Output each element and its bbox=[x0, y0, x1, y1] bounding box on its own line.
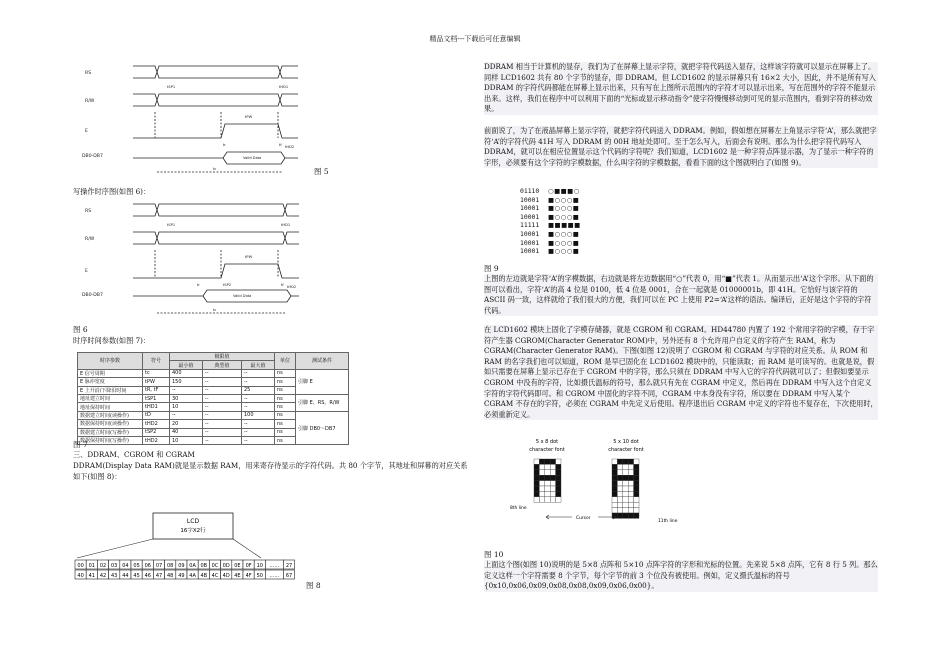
paragraph-dot-matrix: 上面这个图(如图 10)说明的是 5×8 点阵和 5×10 点阵字符的字形和光标的位置。先来说 5×8 点阵，它有 8 行 5 列。那么定义这样一个字符需要 8 个字节，每个字节的前 3 个位没有被使用。例如，定义摄氏温标的符号{0x10,0x06,0x09,0x08,0x08,0x09,0x06,0x00}。 bbox=[484, 560, 878, 591]
svg-text:tPW: tPW bbox=[245, 255, 253, 259]
svg-text:5 x 8 dot: 5 x 8 dot bbox=[535, 439, 559, 445]
svg-text:Valid Data: Valid Data bbox=[233, 294, 252, 298]
paragraph-font-explain: 上图的左边就是字符‘A’的字模数据，右边就是将左边数据用“○”代表 0，用“■”代表 1。从而显示出‘A’这个字形。从下面的图可以看出，字符‘A’的高 4 位是 0100，低 4 位是 0001，合在一起就是 01000001b，即 41H。它恰好与该字符的 ASCII 码一致，这样就给了我们很大的方便，我们可以在 PC 上使用 P2=‘A’这样的语法。编译后，正好是这个字符的字符代码。 bbox=[484, 274, 878, 316]
ddram-address: 4B bbox=[200, 572, 208, 579]
dot-cell bbox=[634, 486, 639, 491]
dot-cell bbox=[556, 486, 561, 491]
signal-rw-label: R/W bbox=[85, 99, 95, 104]
dot-cell bbox=[623, 475, 628, 480]
dot-cell bbox=[539, 459, 544, 464]
dot-cell bbox=[545, 459, 550, 464]
font-row-dots: ■■■■■ bbox=[548, 221, 581, 230]
table-row: E 上升沿/下降沿时间 tR, tF -- -- 25 ns bbox=[78, 386, 349, 394]
dot-cell bbox=[628, 497, 633, 502]
ddram-address: 46 bbox=[144, 572, 151, 579]
svg-text:RS: RS bbox=[85, 209, 92, 214]
dot-cell bbox=[534, 464, 539, 469]
dot-cell bbox=[623, 481, 628, 486]
ddram-address: 08 bbox=[167, 562, 174, 569]
ddram-address: 05 bbox=[133, 562, 140, 569]
dot-cell bbox=[623, 486, 628, 491]
font-row-bits: 10001 bbox=[520, 204, 540, 213]
paragraph-ddram-usage: 前面说了，为了在液晶屏幕上显示字符，就把字符代码送入 DDRAM。例如，假如想在屏幕左上角显示字符‘A’，那么就把字符‘A’的字符代码 41H 写入 DDRAM 的 00H 地址处即可。至于怎么写入，后面会有说明。那么为什么把字符代码写入 DDRAM，就可以在相应位置显示这个代码的字符呢？我们知道，LCD1602 是一种字符点阵显示器，为了显示一种字符的字形，必须要有这个字符的字模数据，什么叫字符的字模数据，看看下面的这个图就明白了(如图 9)。 bbox=[484, 126, 877, 167]
svg-text:R/W: R/W bbox=[85, 237, 95, 242]
dot-cell bbox=[628, 475, 633, 480]
table-row: 数据保持时间(写操作) tHD2 10 -- -- ns bbox=[78, 436, 349, 444]
fig7-caption: 图 7 bbox=[73, 440, 88, 449]
ddram-address: 0E bbox=[234, 562, 241, 569]
dot-cell bbox=[556, 497, 561, 502]
dot-cell bbox=[628, 491, 633, 496]
svg-text:tHD2: tHD2 bbox=[285, 145, 295, 149]
ddram-address: 48 bbox=[167, 572, 174, 579]
dot-cell bbox=[539, 475, 544, 480]
dot-cell bbox=[623, 502, 628, 507]
fig5-caption: 图 5 bbox=[314, 167, 329, 176]
font-row-dots: ■○○○■ bbox=[548, 212, 580, 221]
dot-cell bbox=[539, 491, 544, 496]
ddram-address: 4C bbox=[211, 572, 219, 579]
dot-cell bbox=[612, 497, 617, 502]
ddram-address: 40 bbox=[77, 572, 84, 579]
ddram-address: 04 bbox=[122, 562, 129, 569]
dot-cell bbox=[550, 475, 555, 480]
ddram-address: 0B bbox=[200, 562, 208, 569]
dot-cell bbox=[628, 513, 633, 518]
svg-text:tc: tc bbox=[213, 167, 217, 171]
ddram-address: 0A bbox=[189, 562, 196, 569]
dot-cell bbox=[634, 497, 639, 502]
dot-cell bbox=[617, 513, 622, 518]
fig7-title: 时序时间参数(如图 7)： bbox=[73, 336, 151, 345]
ddram-address: 44 bbox=[122, 572, 129, 579]
dot-cell bbox=[634, 481, 639, 486]
ddram-address: 02 bbox=[99, 562, 107, 569]
dot-cell bbox=[617, 470, 622, 475]
dot-cell bbox=[612, 475, 617, 480]
dot-cell bbox=[556, 491, 561, 496]
dot-cell bbox=[545, 481, 550, 486]
fig6-title: 写操作时序图(如图 6)： bbox=[73, 187, 151, 196]
font-row-dots: ○■■■○ bbox=[548, 187, 580, 195]
dot-cell bbox=[556, 464, 561, 469]
font-row bbox=[520, 239, 581, 248]
ddram-address: 42 bbox=[99, 572, 107, 579]
font-row-bits: 10001 bbox=[520, 238, 540, 247]
dot-cell bbox=[556, 470, 561, 475]
ddram-address: 09 bbox=[178, 562, 185, 569]
font-row bbox=[520, 221, 581, 230]
svg-text:tSP1: tSP1 bbox=[167, 223, 176, 227]
ddram-address: 10 bbox=[256, 562, 263, 569]
dot-cell bbox=[617, 502, 622, 507]
ddram-address-map bbox=[73, 510, 300, 594]
dot-cell bbox=[550, 470, 555, 475]
ddram-address: 0F bbox=[245, 562, 252, 569]
svg-text:tf: tf bbox=[281, 283, 284, 287]
dot-cell bbox=[623, 464, 628, 469]
font-row-dots: ■○○○■ bbox=[548, 247, 580, 256]
dot-cell bbox=[550, 497, 555, 502]
svg-text:tPW: tPW bbox=[245, 115, 253, 119]
ddram-address: 03 bbox=[111, 562, 118, 569]
dot-cell bbox=[634, 513, 639, 518]
table-row: E 信号周期 tc 400 -- -- ns 引脚 E bbox=[78, 369, 349, 377]
fig6-caption: 图 6 bbox=[73, 325, 88, 334]
dot-cell bbox=[550, 481, 555, 486]
dot-cell bbox=[623, 513, 628, 518]
svg-text:character font: character font bbox=[529, 447, 565, 453]
font-row-dots: ■○○○■ bbox=[548, 238, 580, 247]
dot-cell bbox=[534, 470, 539, 475]
dot-cell bbox=[617, 464, 622, 469]
dot-cell bbox=[534, 497, 539, 502]
dot-cell bbox=[534, 486, 539, 491]
dot-cell bbox=[534, 475, 539, 480]
dot-cell bbox=[550, 491, 555, 496]
paragraph-ddram-intro: DDRAM 相当于计算机的显存，我们为了在屏幕上显示字符，就把字符代码送入显存，这样该字符就可以显示在屏幕上了。同样 LCD1602 共有 80 个字节的显存，即 DDRAM。但 LCD1602 的显示屏幕只有 16×2 大小，因此，并不是所有写入 DDRAM 的字符代码都能在屏幕上显示出来，只有写在上图所示范围内的字符才可以显示出来，写在范围外的字符不能显示出来。这样，我们在程序中可以利用下面的“光标或显示移动指令”使字符慢慢移动到可见的显示范围内，看到字符的移动效果。 bbox=[484, 62, 878, 115]
table-row: 地址保持时间 tHD1 10 -- -- ns bbox=[78, 403, 349, 411]
dot-cell bbox=[634, 464, 639, 469]
timing-diagram-read bbox=[73, 62, 309, 176]
dot-cell bbox=[534, 491, 539, 496]
dot-cell bbox=[612, 459, 617, 464]
signal-rs-label: RS bbox=[85, 71, 92, 76]
svg-text:tSP2: tSP2 bbox=[223, 283, 232, 287]
ddram-address: 50 bbox=[256, 572, 263, 579]
signal-e-label: E bbox=[85, 129, 88, 134]
fig8-caption: 图 8 bbox=[306, 581, 321, 590]
dot-cell bbox=[539, 497, 544, 502]
dot-cell bbox=[634, 502, 639, 507]
dot-cell bbox=[617, 459, 622, 464]
ddram-address: …… bbox=[269, 562, 280, 569]
dot-cell bbox=[628, 508, 633, 513]
font-row bbox=[520, 204, 581, 213]
ddram-address: 07 bbox=[155, 562, 163, 569]
table-row: 数据建立时间(读操作) tD -- -- 100 ns 引脚 DB0～DB7 bbox=[78, 411, 349, 419]
ddram-address: 67 bbox=[285, 572, 293, 579]
dot-cell bbox=[612, 491, 617, 496]
dot-cell bbox=[545, 497, 550, 502]
timing-parameter-table: 时序参数 符号 极限值 单位 测试条件 最小值 典型值 最大值 E 信号周期 tc 400 -- -- ns 引脚 E E 脉冲宽度 tPW 150 -- -- ns E 上升沿/下降沿时间 tR, tF -- -- 25 ns 地址建立时间 tSP1 30 -- -- ns 引脚 E、RS、R/W 地址保持时间 tHD1 10 -- -- ns 数据建立时间(读操作) tD -- -- 100 ns 引脚 DB0～DB7 数据保持时间(读操作) tHD2 20 -- -- ns 数据建立时间(写操作) tSP2 40 -- -- ns 数据保持时间(写操作) tHD2 10 -- -- ns bbox=[73, 350, 369, 434]
font-row-bits: 10001 bbox=[520, 229, 540, 238]
svg-text:character font: character font bbox=[608, 447, 644, 453]
font-row bbox=[520, 213, 581, 222]
fig9-caption: 图 9 bbox=[484, 264, 499, 273]
dot-cell bbox=[617, 486, 622, 491]
svg-text:tHD1: tHD1 bbox=[279, 85, 289, 89]
dot-cell bbox=[556, 481, 561, 486]
dot-cell bbox=[634, 508, 639, 513]
dot-cell bbox=[634, 459, 639, 464]
dot-cell bbox=[550, 486, 555, 491]
ddram-address: …… bbox=[269, 572, 280, 579]
dot-cell bbox=[628, 481, 633, 486]
svg-text:5 x 10 dot: 5 x 10 dot bbox=[613, 439, 639, 445]
font-row-bits: 10001 bbox=[520, 247, 540, 256]
dot-cell bbox=[634, 475, 639, 480]
dot-cell bbox=[623, 508, 628, 513]
svg-text:tf: tf bbox=[279, 143, 282, 147]
ddram-address: 06 bbox=[144, 562, 151, 569]
dot-cell bbox=[534, 459, 539, 464]
fig10-caption: 图 10 bbox=[484, 550, 504, 559]
paragraph-cgrom-cgram: 在 LCD1602 模块上固化了字模存储器，就是 CGROM 和 CGRAM。HD44780 内置了 192 个常用字符的字模，存于字符产生器 CGROM(Character Generator ROM)中，另外还有 8 个允许用户自定义的字符产生 RAM，称为 CGRAM(Character Generator RAM)。下图(如图 12)说明了 CGROM 和 CGRAM 与字符的对应关系。从 ROM 和 RAM 的名字我们也可以知道，ROM 是早已固化在 LCD1602 模块中的，只能读取；而 RAM 是可读写的。也就是说，假如只需要在屏幕上显示已存在于 CGROM 中的字符，那么只须在 DDRAM 中写入它的字符代码就可以了；但假如要显示 CGROM 中没有的字符，比如摄氏温标的符号，那么就只有先在 CGRAM 中定义，然后再在 DDRAM 中写入这个自定义字符的字符代码即可。和 CGROM 中固化的字符不同，CGRAM 中本身没有字符，所以要在 DDRAM 中写入某个 CGRAM 不存在的字符，必须在 CGRAM 中先定义后使用。程序退出后 CGRAM 中定义的字符也不复存在，下次使用时，必须重新定义。 bbox=[484, 325, 878, 419]
dot-cell bbox=[612, 502, 617, 507]
dot-cell bbox=[628, 459, 633, 464]
dot-cell bbox=[617, 475, 622, 480]
page-header: 精品文档---下载后可任意编辑 bbox=[429, 35, 521, 43]
dot-cell bbox=[634, 491, 639, 496]
ddram-address: 4E bbox=[234, 572, 241, 579]
svg-text:tHD2: tHD2 bbox=[287, 285, 297, 289]
font-row-bits: 10001 bbox=[520, 212, 540, 221]
ddram-address: 4F bbox=[245, 572, 252, 579]
char-a-font-matrix bbox=[484, 183, 644, 259]
dot-cell bbox=[545, 486, 550, 491]
table-row: 地址建立时间 tSP1 30 -- -- ns 引脚 E、RS、R/W bbox=[78, 394, 349, 402]
dot-cell bbox=[545, 491, 550, 496]
svg-text:DB0-DB7: DB0-DB7 bbox=[82, 293, 103, 298]
dot-cell bbox=[628, 470, 633, 475]
dot-cell bbox=[545, 464, 550, 469]
dot-cell bbox=[612, 464, 617, 469]
dot-cell bbox=[623, 470, 628, 475]
section3-paragraph: DDRAM(Display Data RAM)就是显示数据 RAM，用来寄存待显示的字符代码。共 80 个字节，其地址和屏幕的对应关系如下(如图 8)： bbox=[73, 461, 468, 481]
font-row-dots: ■○○○■ bbox=[548, 204, 580, 213]
dot-cell bbox=[623, 459, 628, 464]
dot-cell bbox=[617, 481, 622, 486]
ddram-address: 47 bbox=[155, 572, 163, 579]
dot-cell bbox=[634, 470, 639, 475]
lcd-sub-label: 16字X2行 bbox=[180, 528, 206, 534]
svg-text:E: E bbox=[85, 269, 88, 274]
dot-cell bbox=[556, 475, 561, 480]
ddram-address: 4D bbox=[222, 572, 230, 579]
ddram-address: 49 bbox=[178, 572, 185, 579]
dot-cell bbox=[556, 459, 561, 464]
font-row bbox=[520, 247, 581, 256]
font-row bbox=[520, 230, 581, 239]
dot-cell bbox=[545, 475, 550, 480]
signal-db-label: DB0-DB7 bbox=[82, 154, 103, 159]
ddram-address: 00 bbox=[77, 562, 84, 569]
svg-text:tc: tc bbox=[213, 308, 217, 312]
dot-cell bbox=[617, 491, 622, 496]
svg-text:Valid Data: Valid Data bbox=[243, 156, 262, 160]
dot-cell bbox=[623, 497, 628, 502]
dot-cell bbox=[628, 464, 633, 469]
ddram-address: 0C bbox=[211, 562, 219, 569]
eleventh-line-label: 11th line bbox=[658, 519, 678, 524]
svg-text:tr: tr bbox=[197, 283, 200, 287]
svg-text:tHD1: tHD1 bbox=[281, 223, 291, 227]
dot-matrix-font-diagram bbox=[484, 433, 702, 539]
dot-cell bbox=[539, 486, 544, 491]
svg-text:tr: tr bbox=[223, 143, 226, 147]
dot-cell bbox=[545, 470, 550, 475]
dot-cell bbox=[534, 481, 539, 486]
dot-cell bbox=[612, 481, 617, 486]
dot-cell bbox=[539, 470, 544, 475]
ddram-address: 0D bbox=[222, 562, 230, 569]
lcd-label: LCD bbox=[186, 518, 200, 525]
dot-cell bbox=[623, 491, 628, 496]
dot-cell bbox=[550, 459, 555, 464]
dot-cell bbox=[539, 481, 544, 486]
ddram-address: 01 bbox=[88, 562, 95, 569]
dot-cell bbox=[628, 486, 633, 491]
table-row: 数据建立时间(写操作) tSP2 40 -- -- ns bbox=[78, 428, 349, 436]
eighth-line-label: 8th line bbox=[510, 506, 527, 511]
font-row-bits: 11111 bbox=[520, 221, 540, 230]
dot-cell bbox=[628, 502, 633, 507]
cursor-label: Cursor bbox=[576, 516, 591, 521]
ddram-address: 27 bbox=[285, 562, 293, 569]
font-row-dots: ■○○○■ bbox=[548, 195, 580, 204]
ddram-address: 45 bbox=[133, 572, 140, 579]
dot-cell bbox=[612, 486, 617, 491]
font-row bbox=[520, 196, 581, 205]
dot-cell bbox=[539, 464, 544, 469]
table-row: E 脉冲宽度 tPW 150 -- -- ns bbox=[78, 378, 349, 386]
timing-diagram-write bbox=[73, 200, 309, 318]
dot-cell bbox=[617, 508, 622, 513]
font-row bbox=[520, 187, 581, 196]
section3-title: 三、DDRAM、CGROM 和 CGRAM bbox=[73, 450, 195, 459]
ddram-address: 41 bbox=[88, 572, 95, 579]
svg-text:tSP1: tSP1 bbox=[167, 85, 176, 89]
table-row: 数据保持时间(读操作) tHD2 20 -- -- ns bbox=[78, 420, 349, 428]
font-row-dots: ■○○○■ bbox=[548, 229, 580, 238]
ddram-address: 4A bbox=[189, 572, 196, 579]
dot-cell bbox=[617, 497, 622, 502]
dot-cell bbox=[550, 464, 555, 469]
font-row-bits: 01110 bbox=[520, 187, 540, 195]
dot-cell bbox=[612, 508, 617, 513]
dot-cell bbox=[612, 470, 617, 475]
font-row-bits: 10001 bbox=[520, 195, 540, 204]
ddram-address: 43 bbox=[111, 572, 118, 579]
